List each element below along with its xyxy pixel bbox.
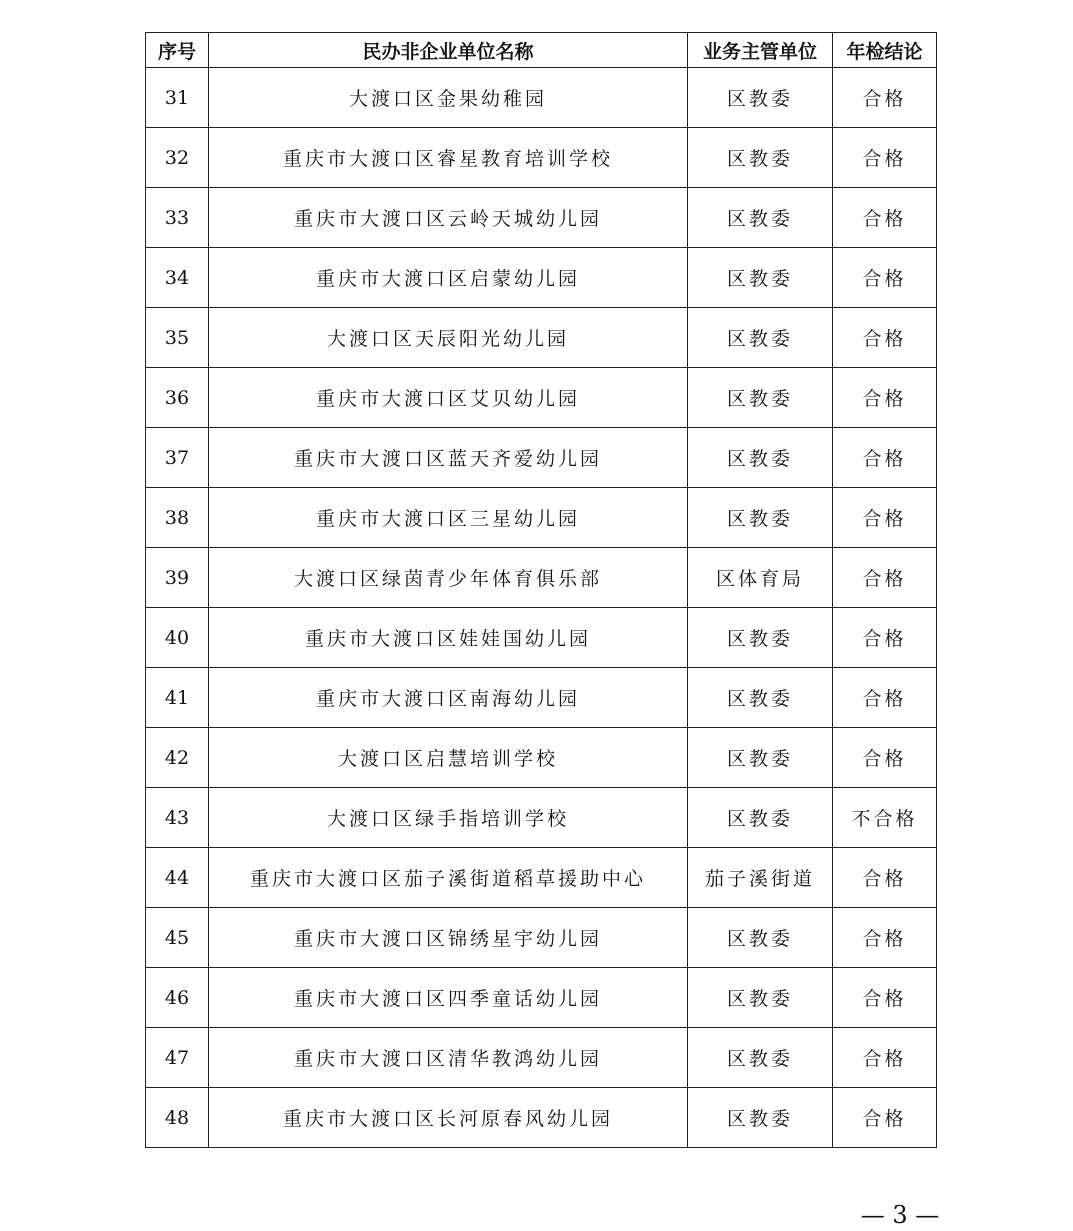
cell-org-name: 重庆市大渡口区四季童话幼儿园 [209,968,688,1028]
cell-result: 合格 [833,488,937,548]
cell-supervisor: 区教委 [688,428,833,488]
cell-org-name: 大渡口区金果幼稚园 [209,68,688,128]
cell-org-name: 大渡口区绿茵青少年体育俱乐部 [209,548,688,608]
cell-org-name: 大渡口区绿手指培训学校 [209,788,688,848]
page-number: — 3 — [860,1201,940,1229]
cell-serial: 44 [146,848,209,908]
cell-result: 合格 [833,368,937,428]
table-row [146,428,937,488]
cell-result: 不合格 [833,788,937,848]
cell-supervisor: 区教委 [688,68,833,128]
cell-supervisor: 区教委 [688,968,833,1028]
cell-supervisor: 区教委 [688,488,833,548]
cell-serial: 36 [146,368,209,428]
cell-org-name: 重庆市大渡口区艾贝幼儿园 [209,368,688,428]
table-row [146,188,937,248]
cell-result: 合格 [833,668,937,728]
cell-result: 合格 [833,1088,937,1148]
table-row [146,248,937,308]
cell-serial: 46 [146,968,209,1028]
cell-result: 合格 [833,608,937,668]
cell-org-name: 重庆市大渡口区锦绣星宇幼儿园 [209,908,688,968]
cell-org-name: 重庆市大渡口区蓝天齐爱幼儿园 [209,428,688,488]
cell-supervisor: 区教委 [688,248,833,308]
cell-serial: 40 [146,608,209,668]
cell-supervisor: 区教委 [688,128,833,188]
cell-result: 合格 [833,308,937,368]
cell-serial: 33 [146,188,209,248]
cell-supervisor: 茄子溪街道 [688,848,833,908]
cell-org-name: 重庆市大渡口区长河原春风幼儿园 [209,1088,688,1148]
header-serial: 序号 [146,33,209,68]
cell-serial: 41 [146,668,209,728]
cell-supervisor: 区教委 [688,728,833,788]
cell-supervisor: 区教委 [688,608,833,668]
table-row [146,908,937,968]
cell-supervisor: 区教委 [688,308,833,368]
cell-supervisor: 区教委 [688,788,833,848]
cell-result: 合格 [833,968,937,1028]
cell-result: 合格 [833,188,937,248]
cell-result: 合格 [833,908,937,968]
cell-serial: 37 [146,428,209,488]
table-row [146,488,937,548]
table-body [146,68,937,1148]
cell-org-name: 重庆市大渡口区启蒙幼儿园 [209,248,688,308]
table-row [146,788,937,848]
table-row [146,848,937,908]
cell-result: 合格 [833,848,937,908]
cell-serial: 45 [146,908,209,968]
cell-org-name: 重庆市大渡口区三星幼儿园 [209,488,688,548]
cell-serial: 48 [146,1088,209,1148]
cell-result: 合格 [833,248,937,308]
inspection-table [145,32,937,1148]
cell-supervisor: 区教委 [688,188,833,248]
header-org-name: 民办非企业单位名称 [209,33,688,68]
cell-result: 合格 [833,728,937,788]
cell-result: 合格 [833,1028,937,1088]
table-row [146,1028,937,1088]
table-row [146,968,937,1028]
cell-serial: 31 [146,68,209,128]
table-row [146,128,937,188]
cell-supervisor: 区教委 [688,368,833,428]
cell-org-name: 重庆市大渡口区娃娃国幼儿园 [209,608,688,668]
cell-serial: 39 [146,548,209,608]
cell-result: 合格 [833,68,937,128]
cell-supervisor: 区教委 [688,1028,833,1088]
cell-result: 合格 [833,548,937,608]
table-row [146,548,937,608]
header-result: 年检结论 [833,33,937,68]
table-row [146,1088,937,1148]
cell-serial: 43 [146,788,209,848]
table-row [146,308,937,368]
table-row [146,668,937,728]
cell-org-name: 重庆市大渡口区清华教鸿幼儿园 [209,1028,688,1088]
cell-supervisor: 区体育局 [688,548,833,608]
table-header-row [146,33,937,68]
cell-org-name: 重庆市大渡口区睿星教育培训学校 [209,128,688,188]
cell-serial: 47 [146,1028,209,1088]
cell-serial: 42 [146,728,209,788]
cell-serial: 32 [146,128,209,188]
cell-supervisor: 区教委 [688,668,833,728]
cell-org-name: 大渡口区启慧培训学校 [209,728,688,788]
cell-supervisor: 区教委 [688,1088,833,1148]
table-row [146,368,937,428]
cell-supervisor: 区教委 [688,908,833,968]
cell-org-name: 重庆市大渡口区云岭天城幼儿园 [209,188,688,248]
cell-org-name: 重庆市大渡口区南海幼儿园 [209,668,688,728]
cell-serial: 38 [146,488,209,548]
cell-org-name: 大渡口区天辰阳光幼儿园 [209,308,688,368]
cell-result: 合格 [833,128,937,188]
cell-serial: 34 [146,248,209,308]
table-row [146,68,937,128]
cell-org-name: 重庆市大渡口区茄子溪街道稻草援助中心 [209,848,688,908]
table-row [146,728,937,788]
cell-serial: 35 [146,308,209,368]
table-row [146,608,937,668]
cell-result: 合格 [833,428,937,488]
header-supervisor: 业务主管单位 [688,33,833,68]
